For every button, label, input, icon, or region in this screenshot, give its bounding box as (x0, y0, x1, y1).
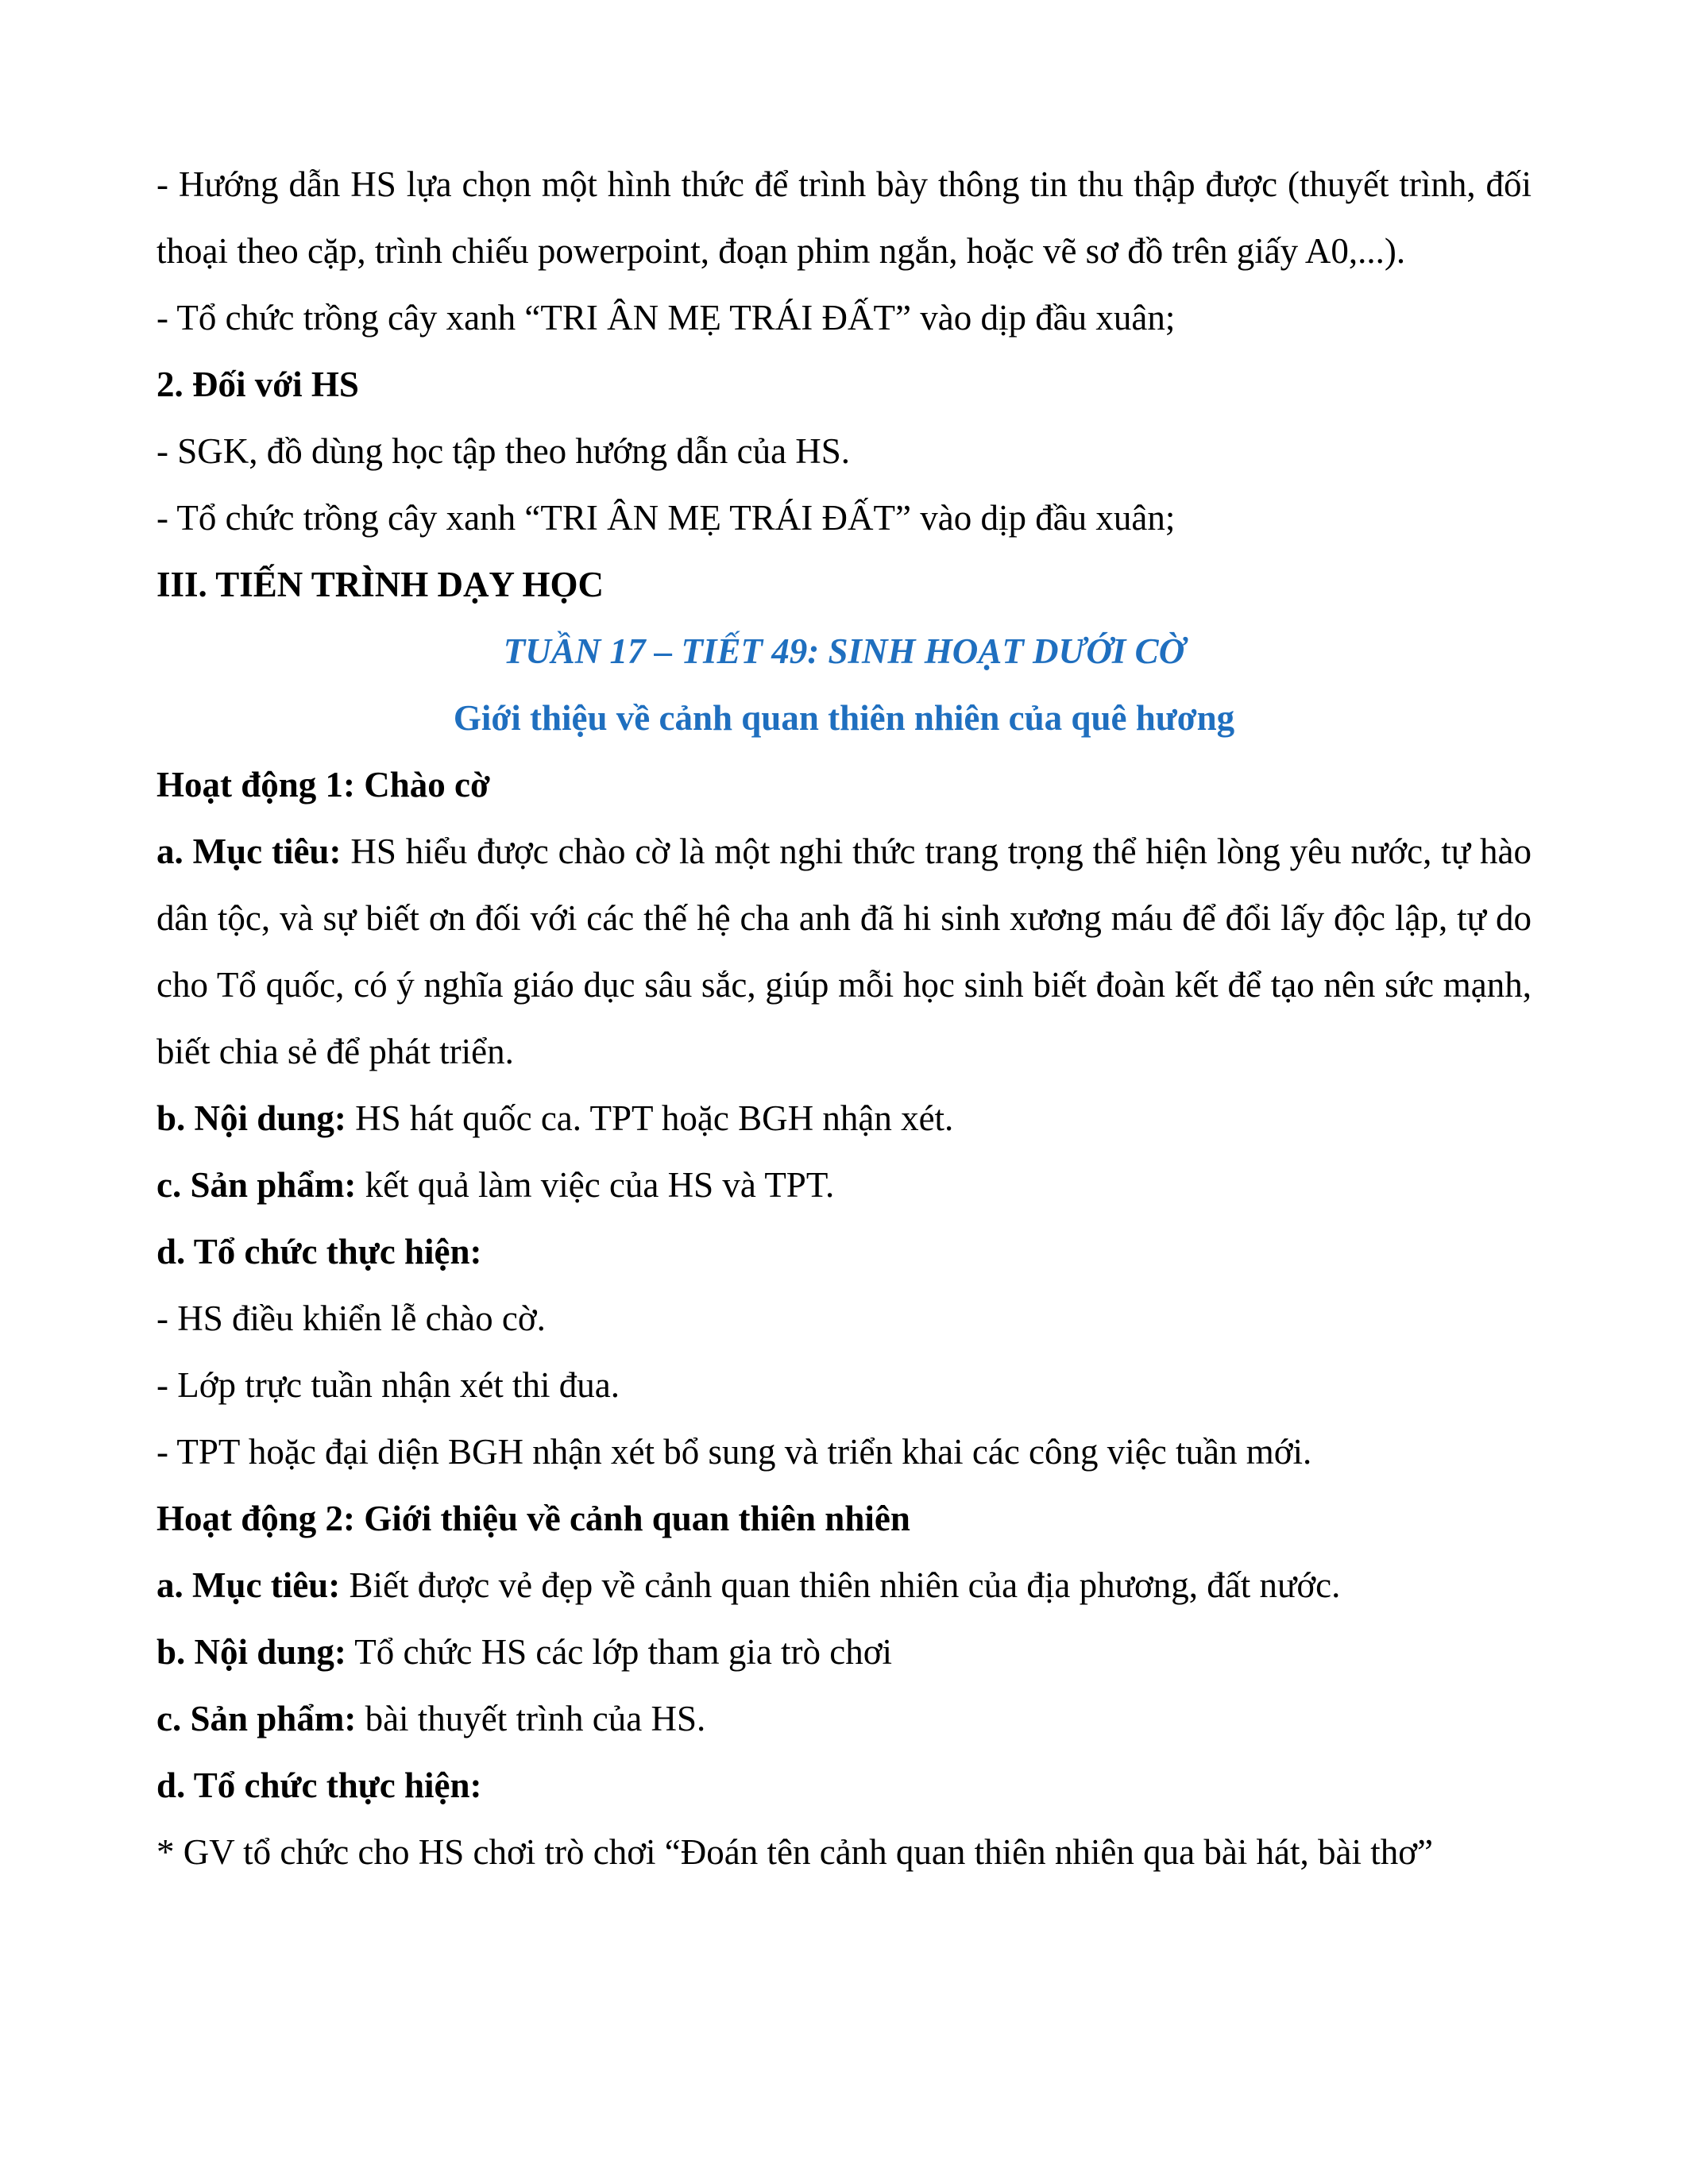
activity1-org-item-3: - TPT hoặc đại diện BGH nhận xét bổ sung và triển khai các công việc tuần mới. (156, 1432, 1312, 1472)
prep-teacher-item-2: - Tổ chức trồng cây xanh “TRI ÂN MẸ TRÁI ĐẤT” vào dịp đầu xuân; (156, 298, 1176, 338)
section-heading: III. TIẾN TRÌNH DẠY HỌC (156, 565, 605, 604)
activity1-goal: a. Mục tiêu: HS hiểu được chào cờ là một nghi thức trang trọng thể hiện lòng yêu nước, tự hào dân tộc, và sự biết ơn đối với các thế hệ cha anh đã hi sinh xương máu để đổi lấy độc lập, tự do cho Tổ quốc, có ý nghĩa giáo dục sâu sắc, giúp mỗi học sinh biết đoàn kết để tạo nên sức mạnh, biết chia sẻ để phát triển. (156, 832, 1532, 1071)
activity1-heading: Hoạt động 1: Chào cờ (156, 765, 490, 805)
prep-teacher-item-1: - Hướng dẫn HS lựa chọn một hình thức để trình bày thông tin thu thập được (thuyết trình, đối thoại theo cặp, trình chiếu powerpoint, đoạn phim ngắn, hoặc vẽ sơ đồ trên giấy A0,...). (156, 164, 1532, 271)
activity2-content: b. Nội dung: Tổ chức HS các lớp tham gia trò chơi (156, 1632, 893, 1672)
lesson-title: TUẦN 17 – TIẾT 49: SINH HOẠT DƯỚI CỜ (503, 631, 1185, 671)
activity2-heading: Hoạt động 2: Giới thiệu về cảnh quan thiên nhiên (156, 1499, 910, 1538)
activity1-org-item-2: - Lớp trực tuần nhận xét thi đua. (156, 1365, 620, 1405)
activity2-org-label: d. Tổ chức thực hiện: (156, 1765, 482, 1805)
activity2-org-item-1: * GV tổ chức cho HS chơi trò chơi “Đoán tên cảnh quan thiên nhiên qua bài hát, bài thơ” (156, 1832, 1434, 1872)
activity2-product: c. Sản phẩm: bài thuyết trình của HS. (156, 1699, 706, 1738)
prep-student-item-2: - Tổ chức trồng cây xanh “TRI ÂN MẸ TRÁI ĐẤT” vào dịp đầu xuân; (156, 498, 1176, 538)
activity1-org-item-1: - HS điều khiển lễ chào cờ. (156, 1298, 546, 1338)
activity1-org-label: d. Tổ chức thực hiện: (156, 1232, 482, 1271)
activity1-content: b. Nội dung: HS hát quốc ca. TPT hoặc BGH nhận xét. (156, 1098, 954, 1138)
lesson-subtitle: Giới thiệu về cảnh quan thiên nhiên của quê hương (453, 698, 1235, 738)
activity1-product: c. Sản phẩm: kết quả làm việc của HS và TPT. (156, 1165, 835, 1205)
prep-student-item-1: - SGK, đồ dùng học tập theo hướng dẫn của HS. (156, 431, 851, 471)
student-heading: 2. Đối với HS (156, 365, 359, 404)
activity2-goal: a. Mục tiêu: Biết được vẻ đẹp về cảnh quan thiên nhiên của địa phương, đất nước. (156, 1565, 1341, 1605)
